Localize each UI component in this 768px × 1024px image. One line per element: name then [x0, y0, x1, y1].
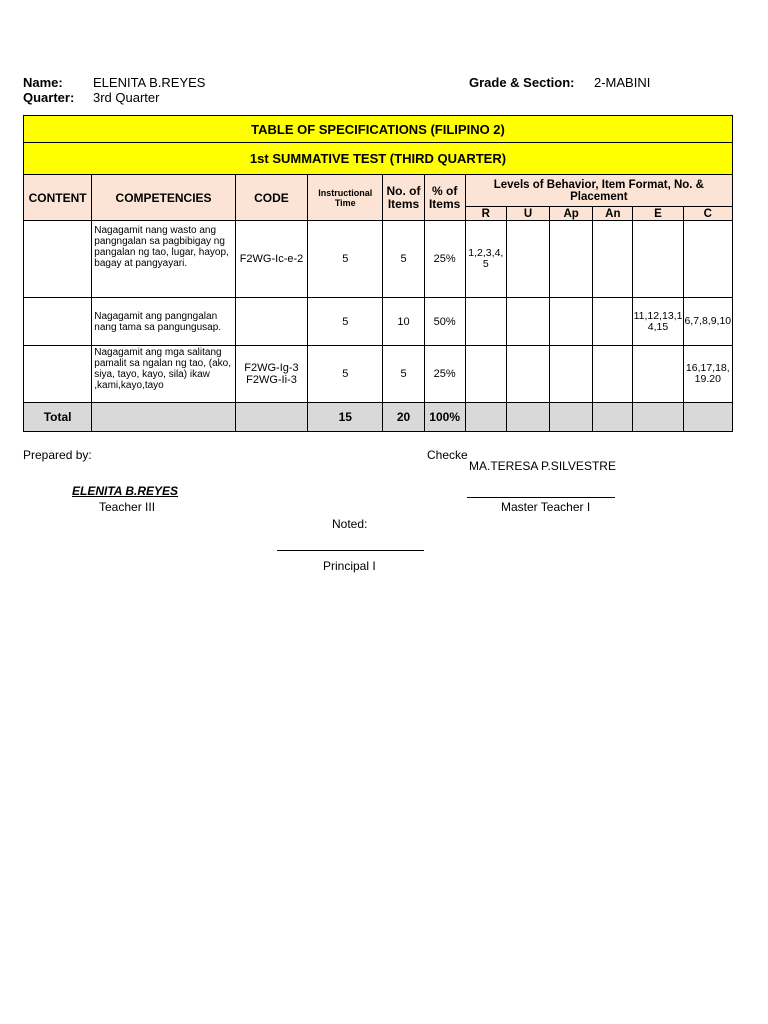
row-items: 5	[383, 221, 424, 298]
row-placement-ap	[550, 298, 593, 346]
checker-name: MA.TERESA P.SILVESTRE	[469, 459, 616, 473]
col-header-instructional-time: Instructional Time	[308, 175, 383, 221]
name-label: Name:	[23, 75, 63, 90]
row-placement-e	[633, 221, 683, 298]
quarter-label: Quarter:	[23, 90, 75, 105]
col-header-pct-items: % of Items	[424, 175, 465, 221]
row-placement-an	[593, 346, 633, 403]
row-placement-u	[506, 221, 549, 298]
row-content	[24, 346, 92, 403]
row-placement-r: 1,2,3,4,5	[465, 221, 506, 298]
preparer-name: ELENITA B.REYES	[72, 484, 179, 498]
total-c	[683, 403, 732, 432]
table-row	[24, 221, 733, 298]
checker-title: Master Teacher I	[501, 500, 591, 514]
row-items: 5	[383, 346, 424, 403]
row-placement-e: 11,12,13,14,15	[633, 298, 683, 346]
noter-signature-line	[277, 550, 424, 551]
row-items: 10	[383, 298, 424, 346]
row-code	[235, 346, 307, 403]
table-title: TABLE OF SPECIFICATIONS (FILIPINO 2)	[24, 116, 733, 143]
preparer-title: Teacher III	[99, 500, 156, 514]
total-an	[593, 403, 633, 432]
noted-label: Noted:	[332, 517, 368, 531]
level-c: C	[683, 207, 732, 221]
row-placement-ap	[550, 346, 593, 403]
table-row	[24, 346, 733, 403]
row-placement-ap	[550, 221, 593, 298]
row-placement-an	[593, 221, 633, 298]
row-pct: 25%	[424, 221, 465, 298]
row-content	[24, 221, 92, 298]
col-header-competencies: COMPETENCIES	[92, 175, 236, 221]
col-header-content: CONTENT	[24, 175, 92, 221]
row-content	[24, 298, 92, 346]
row-pct: 25%	[424, 346, 465, 403]
row-competency: Nagagamit nang wasto ang pangngalan sa pagbibigay ng pangalan ng tao, lugar, hayop, bagay at pangyayari.	[92, 221, 236, 298]
row-placement-c	[683, 221, 732, 298]
row-placement-an	[593, 298, 633, 346]
total-competency-cell	[92, 403, 236, 432]
col-header-code: CODE	[235, 175, 307, 221]
total-pct: 100%	[424, 403, 465, 432]
row-code-line2: F2WG-Ii-3	[246, 374, 297, 386]
col-header-no-items: No. of Items	[383, 175, 424, 221]
row-placement-r	[465, 298, 506, 346]
level-e: E	[633, 207, 683, 221]
total-code-cell	[235, 403, 307, 432]
level-u: U	[506, 207, 549, 221]
level-ap: Ap	[550, 207, 593, 221]
total-items: 20	[383, 403, 424, 432]
row-competency: Nagagamit ang mga salitang pamalit sa ngalan ng tao, (ako, siya, tayo, kayo, sila) ikaw ,kami,kayo,tayo	[92, 346, 236, 403]
table-row	[24, 298, 733, 346]
total-label: Total	[24, 403, 92, 432]
row-code: F2WG-Ic-e-2	[235, 221, 307, 298]
row-placement-u	[506, 298, 549, 346]
total-e	[633, 403, 683, 432]
row-competency: Nagagamit ang pangngalan nang tama sa pangungusap.	[92, 298, 236, 346]
row-placement-u	[506, 346, 549, 403]
row-placement-c: 6,7,8,9,10	[683, 298, 732, 346]
row-code	[235, 298, 307, 346]
checked-by-label: Checke	[427, 448, 468, 462]
level-r: R	[465, 207, 506, 221]
name-value: ELENITA B.REYES	[93, 75, 206, 90]
quarter-value: 3rd Quarter	[93, 90, 160, 105]
total-time: 15	[308, 403, 383, 432]
total-ap	[550, 403, 593, 432]
prepared-by-label: Prepared by:	[23, 448, 92, 462]
row-placement-r	[465, 346, 506, 403]
total-r	[465, 403, 506, 432]
row-code-line1: F2WG-Ig-3	[244, 362, 299, 374]
row-pct: 50%	[424, 298, 465, 346]
specifications-table	[23, 115, 733, 432]
noter-title: Principal I	[323, 559, 376, 573]
col-header-levels: Levels of Behavior, Item Format, No. & Placement	[465, 175, 732, 207]
row-placement-c: 16,17,18,19.20	[683, 346, 732, 403]
checker-signature-line	[467, 497, 615, 498]
grade-section-value: 2-MABINI	[594, 75, 651, 90]
row-placement-e	[633, 346, 683, 403]
level-an: An	[593, 207, 633, 221]
row-time: 5	[308, 346, 383, 403]
row-time: 5	[308, 298, 383, 346]
total-row	[24, 403, 733, 432]
grade-section-label: Grade & Section:	[469, 75, 575, 90]
total-u	[506, 403, 549, 432]
row-time: 5	[308, 221, 383, 298]
table-subtitle: 1st SUMMATIVE TEST (THIRD QUARTER)	[24, 143, 733, 175]
